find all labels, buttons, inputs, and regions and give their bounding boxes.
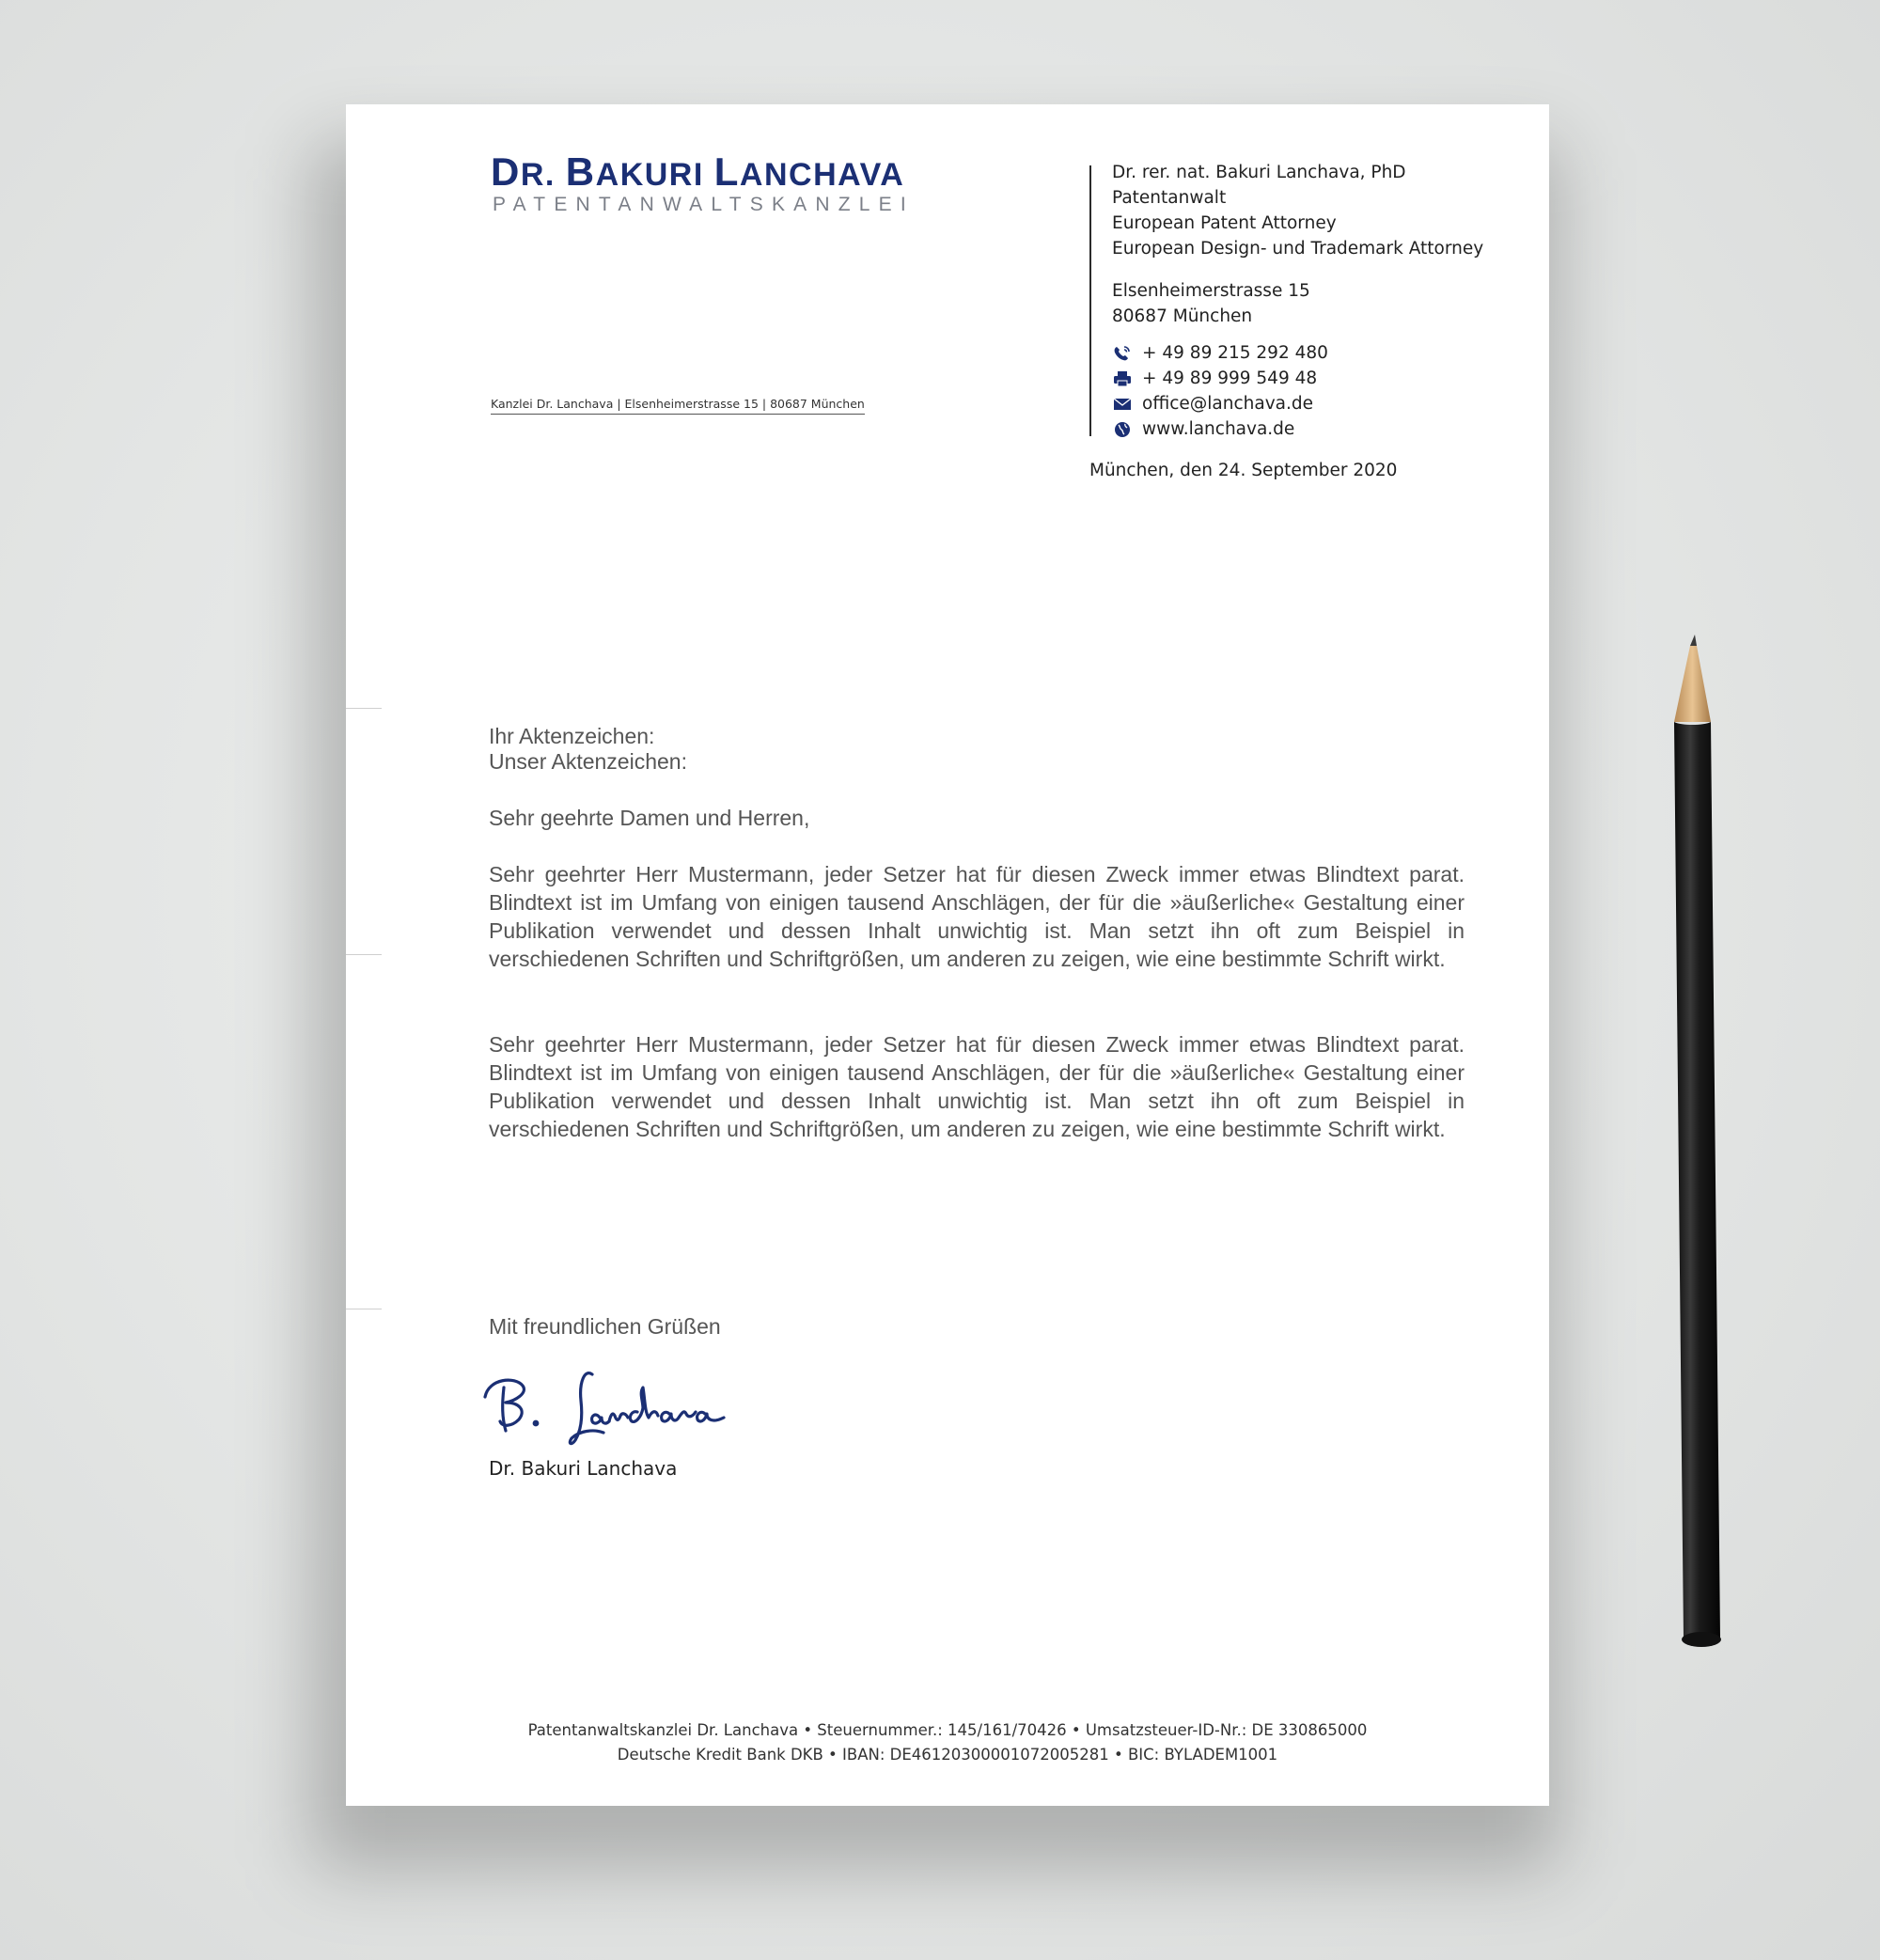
email-icon xyxy=(1112,395,1133,414)
salutation: Sehr geehrte Damen und Herren, xyxy=(489,806,810,830)
closing-line: Mit freundlichen Grüßen xyxy=(489,1314,721,1339)
letter-page xyxy=(346,104,1549,1806)
phone-icon xyxy=(1112,344,1133,363)
fold-mark-top xyxy=(346,708,382,709)
globe-icon xyxy=(1112,420,1133,439)
your-reference: Ihr Aktenzeichen: xyxy=(489,724,655,748)
attorney-title-line: European Design- und Trademark Attorney xyxy=(1112,239,1484,259)
pencil xyxy=(1661,632,1746,1666)
contact-fax xyxy=(1112,366,1328,391)
signer-name: Dr. Bakuri Lanchava xyxy=(489,1457,678,1480)
attorney-titles xyxy=(1112,160,1483,261)
fax-number: + 49 89 999 549 48 xyxy=(1142,368,1318,388)
footer-line-1: Patentanwaltskanzlei Dr. Lanchava • Steuernummer.: 145/161/70426 • Umsatzsteuer-ID-Nr.: DE 330865000 xyxy=(527,1721,1368,1739)
our-reference: Unser Aktenzeichen: xyxy=(489,749,687,774)
body-paragraph-1: Sehr geehrter Herr Mustermann, jeder Setzer hat für diesen Zweck immer etwas Blindtext parat. Blindtext ist im Umfang von einigen tausend Anschlägen, der für die »äußerliche« Gestaltung einer Publikation verwendet und dessen Inhalt unwichtig ist. Man setzt ihn oft zum Beispiel in verschiedenen Schriften und Schriftgrößen, um anderen zu zeigen, wie eine bestimmte Schrift wirkt. xyxy=(489,862,1465,971)
website-url[interactable]: www.lanchava.de xyxy=(1142,419,1295,439)
contact-list xyxy=(1112,340,1328,442)
handwritten-signature xyxy=(478,1359,778,1472)
contact-email xyxy=(1112,391,1328,416)
info-divider xyxy=(1089,165,1091,436)
phone-number: + 49 89 215 292 480 xyxy=(1142,343,1328,363)
sender-return-line: Kanzlei Dr. Lanchava | Elsenheimerstrasse 15 | 80687 München xyxy=(491,397,865,415)
attorney-title-line: European Patent Attorney xyxy=(1112,213,1337,233)
fax-icon xyxy=(1112,369,1133,388)
attorney-title-line: Dr. rer. nat. Bakuri Lanchava, PhD xyxy=(1112,163,1406,182)
contact-phone xyxy=(1112,340,1328,366)
punch-mark xyxy=(346,954,382,955)
signature-text: B. Lanchava xyxy=(478,1359,483,1360)
letterhead-subtitle: PATENTANWALTSKANZLEI xyxy=(493,194,915,215)
address-city: 80687 München xyxy=(1112,306,1253,326)
reference-block xyxy=(489,722,1465,773)
office-address xyxy=(1112,278,1310,329)
footer-line-2: Deutsche Kredit Bank DKB • IBAN: DE46120300001072005281 • BIC: BYLADEM1001 xyxy=(617,1746,1278,1764)
attorney-title-line: Patentanwalt xyxy=(1112,188,1227,208)
letterhead-name: DR. BAKURI LANCHAVA xyxy=(491,149,905,194)
address-street: Elsenheimerstrasse 15 xyxy=(1112,281,1310,301)
body-paragraph-2: Sehr geehrter Herr Mustermann, jeder Setzer hat für diesen Zweck immer etwas Blindtext parat. Blindtext ist im Umfang von einigen tausend Anschlägen, der für die »äußerliche« Gestaltung einer Publikation verwendet und dessen Inhalt unwichtig ist. Man setzt ihn oft zum Beispiel in verschiedenen Schriften und Schriftgrößen, um anderen zu zeigen, wie eine bestimmte Schrift wirkt. xyxy=(489,1032,1465,1141)
letter-date: München, den 24. September 2020 xyxy=(1089,461,1398,480)
email-address[interactable]: office@lanchava.de xyxy=(1142,394,1313,414)
contact-web xyxy=(1112,416,1328,442)
